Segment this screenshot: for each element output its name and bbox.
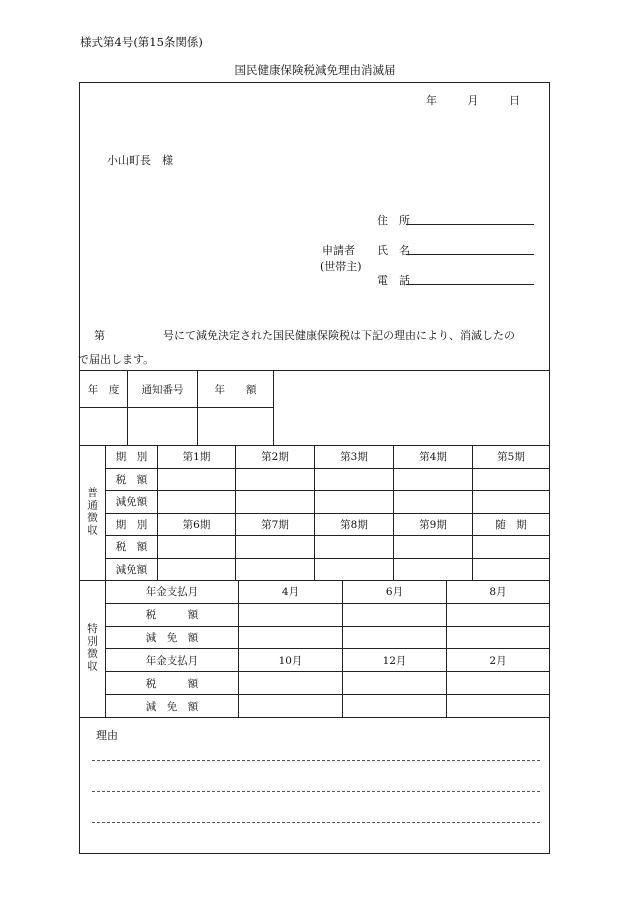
- special-tax-label: 税 額: [106, 603, 239, 626]
- phone-field[interactable]: [406, 272, 534, 285]
- special-month-dec: 12月: [343, 649, 447, 672]
- ordinary-tax-label: 税 額: [106, 468, 158, 491]
- input-cell[interactable]: [239, 695, 343, 718]
- reason-label: 理由: [96, 729, 118, 742]
- ordinary-period-9: 第9期: [394, 513, 473, 536]
- ordinary-reduction-label: 減免額: [106, 491, 158, 514]
- input-cell[interactable]: [239, 603, 343, 626]
- summary-header-amount: 年 額: [198, 371, 274, 408]
- phone-label: 電 話: [377, 274, 410, 287]
- statement-prefix: 第: [94, 329, 105, 342]
- special-pay-month-label-2: 年金支払月: [106, 649, 239, 672]
- input-cell[interactable]: [239, 626, 343, 649]
- input-cell[interactable]: [236, 491, 315, 514]
- input-cell[interactable]: [394, 558, 473, 581]
- ordinary-collection-table: [79, 445, 550, 581]
- special-tax-label-2: 税 額: [106, 672, 239, 695]
- special-month-oct: 10月: [239, 649, 343, 672]
- summary-header-year: 年 度: [80, 371, 128, 408]
- input-cell[interactable]: [239, 672, 343, 695]
- reason-line-2[interactable]: [92, 791, 540, 792]
- date-row: [407, 92, 520, 108]
- name-label: 氏 名: [377, 244, 410, 257]
- input-cell[interactable]: [158, 468, 236, 491]
- summary-amount-cell[interactable]: [198, 408, 274, 446]
- ordinary-period-2: 第2期: [236, 446, 315, 469]
- input-cell[interactable]: [343, 626, 447, 649]
- summary-table: [79, 370, 550, 446]
- summary-header-notice-no: 通知番号: [128, 371, 198, 408]
- input-cell[interactable]: [473, 558, 550, 581]
- input-cell[interactable]: [473, 468, 550, 491]
- household-head-label: (世帯主): [320, 260, 362, 273]
- ordinary-period-label-2: 期 別: [106, 513, 158, 536]
- special-reduction-label-2: 減 免 額: [106, 695, 239, 718]
- address-field[interactable]: [406, 212, 534, 225]
- date-month: 月: [467, 94, 479, 107]
- special-reduction-label: 減 免 額: [106, 626, 239, 649]
- ordinary-reduction-label-2: 減免額: [106, 558, 158, 581]
- input-cell[interactable]: [473, 536, 550, 559]
- input-cell[interactable]: [447, 695, 550, 718]
- addressee: 小山町長 様: [107, 154, 173, 167]
- special-collection-table: [79, 580, 550, 718]
- date-day: 日: [509, 94, 520, 107]
- special-month-feb: 2月: [447, 649, 550, 672]
- input-cell[interactable]: [394, 468, 473, 491]
- input-cell[interactable]: [447, 626, 550, 649]
- summary-notice-cell[interactable]: [128, 408, 198, 446]
- input-cell[interactable]: [394, 536, 473, 559]
- summary-blank-area: [274, 371, 550, 446]
- input-cell[interactable]: [236, 558, 315, 581]
- applicant-prefix: 申請者: [322, 244, 355, 257]
- ordinary-period-4: 第4期: [394, 446, 473, 469]
- ordinary-period-1: 第1期: [158, 446, 236, 469]
- ordinary-period-extra: 随 期: [473, 513, 550, 536]
- input-cell[interactable]: [236, 536, 315, 559]
- summary-year-cell[interactable]: [80, 408, 128, 446]
- input-cell[interactable]: [447, 603, 550, 626]
- input-cell[interactable]: [343, 603, 447, 626]
- special-month-jun: 6月: [343, 581, 447, 604]
- input-cell[interactable]: [158, 558, 236, 581]
- special-month-aug: 8月: [447, 581, 550, 604]
- input-cell[interactable]: [236, 468, 315, 491]
- special-pay-month-label: 年金支払月: [106, 581, 239, 604]
- statement-body: 号にて減免決定された国民健康保険税は下記の理由により、消滅したの: [163, 329, 515, 342]
- input-cell[interactable]: [315, 491, 394, 514]
- reason-line-3[interactable]: [92, 822, 540, 823]
- input-cell[interactable]: [315, 536, 394, 559]
- input-cell[interactable]: [315, 558, 394, 581]
- reason-line-1[interactable]: [92, 760, 540, 761]
- input-cell[interactable]: [447, 672, 550, 695]
- ordinary-period-5: 第5期: [473, 446, 550, 469]
- ordinary-period-7: 第7期: [236, 513, 315, 536]
- address-label: 住 所: [377, 214, 410, 227]
- date-year: 年: [426, 94, 437, 107]
- statement: [78, 324, 546, 372]
- input-cell[interactable]: [158, 536, 236, 559]
- input-cell[interactable]: [473, 491, 550, 514]
- input-cell[interactable]: [394, 491, 473, 514]
- ordinary-period-label: 期 別: [106, 446, 158, 469]
- ordinary-period-8: 第8期: [315, 513, 394, 536]
- name-field[interactable]: [406, 242, 534, 255]
- input-cell[interactable]: [343, 672, 447, 695]
- form-code: 様式第4号(第15条関係): [80, 35, 203, 49]
- special-month-apr: 4月: [239, 581, 343, 604]
- special-section-label: 特別徴収: [80, 581, 106, 718]
- input-cell[interactable]: [315, 468, 394, 491]
- ordinary-section-label: 普通徴収: [80, 446, 106, 581]
- ordinary-period-6: 第6期: [158, 513, 236, 536]
- ordinary-tax-label-2: 税 額: [106, 536, 158, 559]
- statement-line-2: で届出します。: [78, 353, 155, 366]
- input-cell[interactable]: [343, 695, 447, 718]
- input-cell[interactable]: [158, 491, 236, 514]
- statement-line-1: [86, 324, 546, 348]
- ordinary-period-3: 第3期: [315, 446, 394, 469]
- document-title: 国民健康保険税減免理由消滅届: [234, 63, 396, 77]
